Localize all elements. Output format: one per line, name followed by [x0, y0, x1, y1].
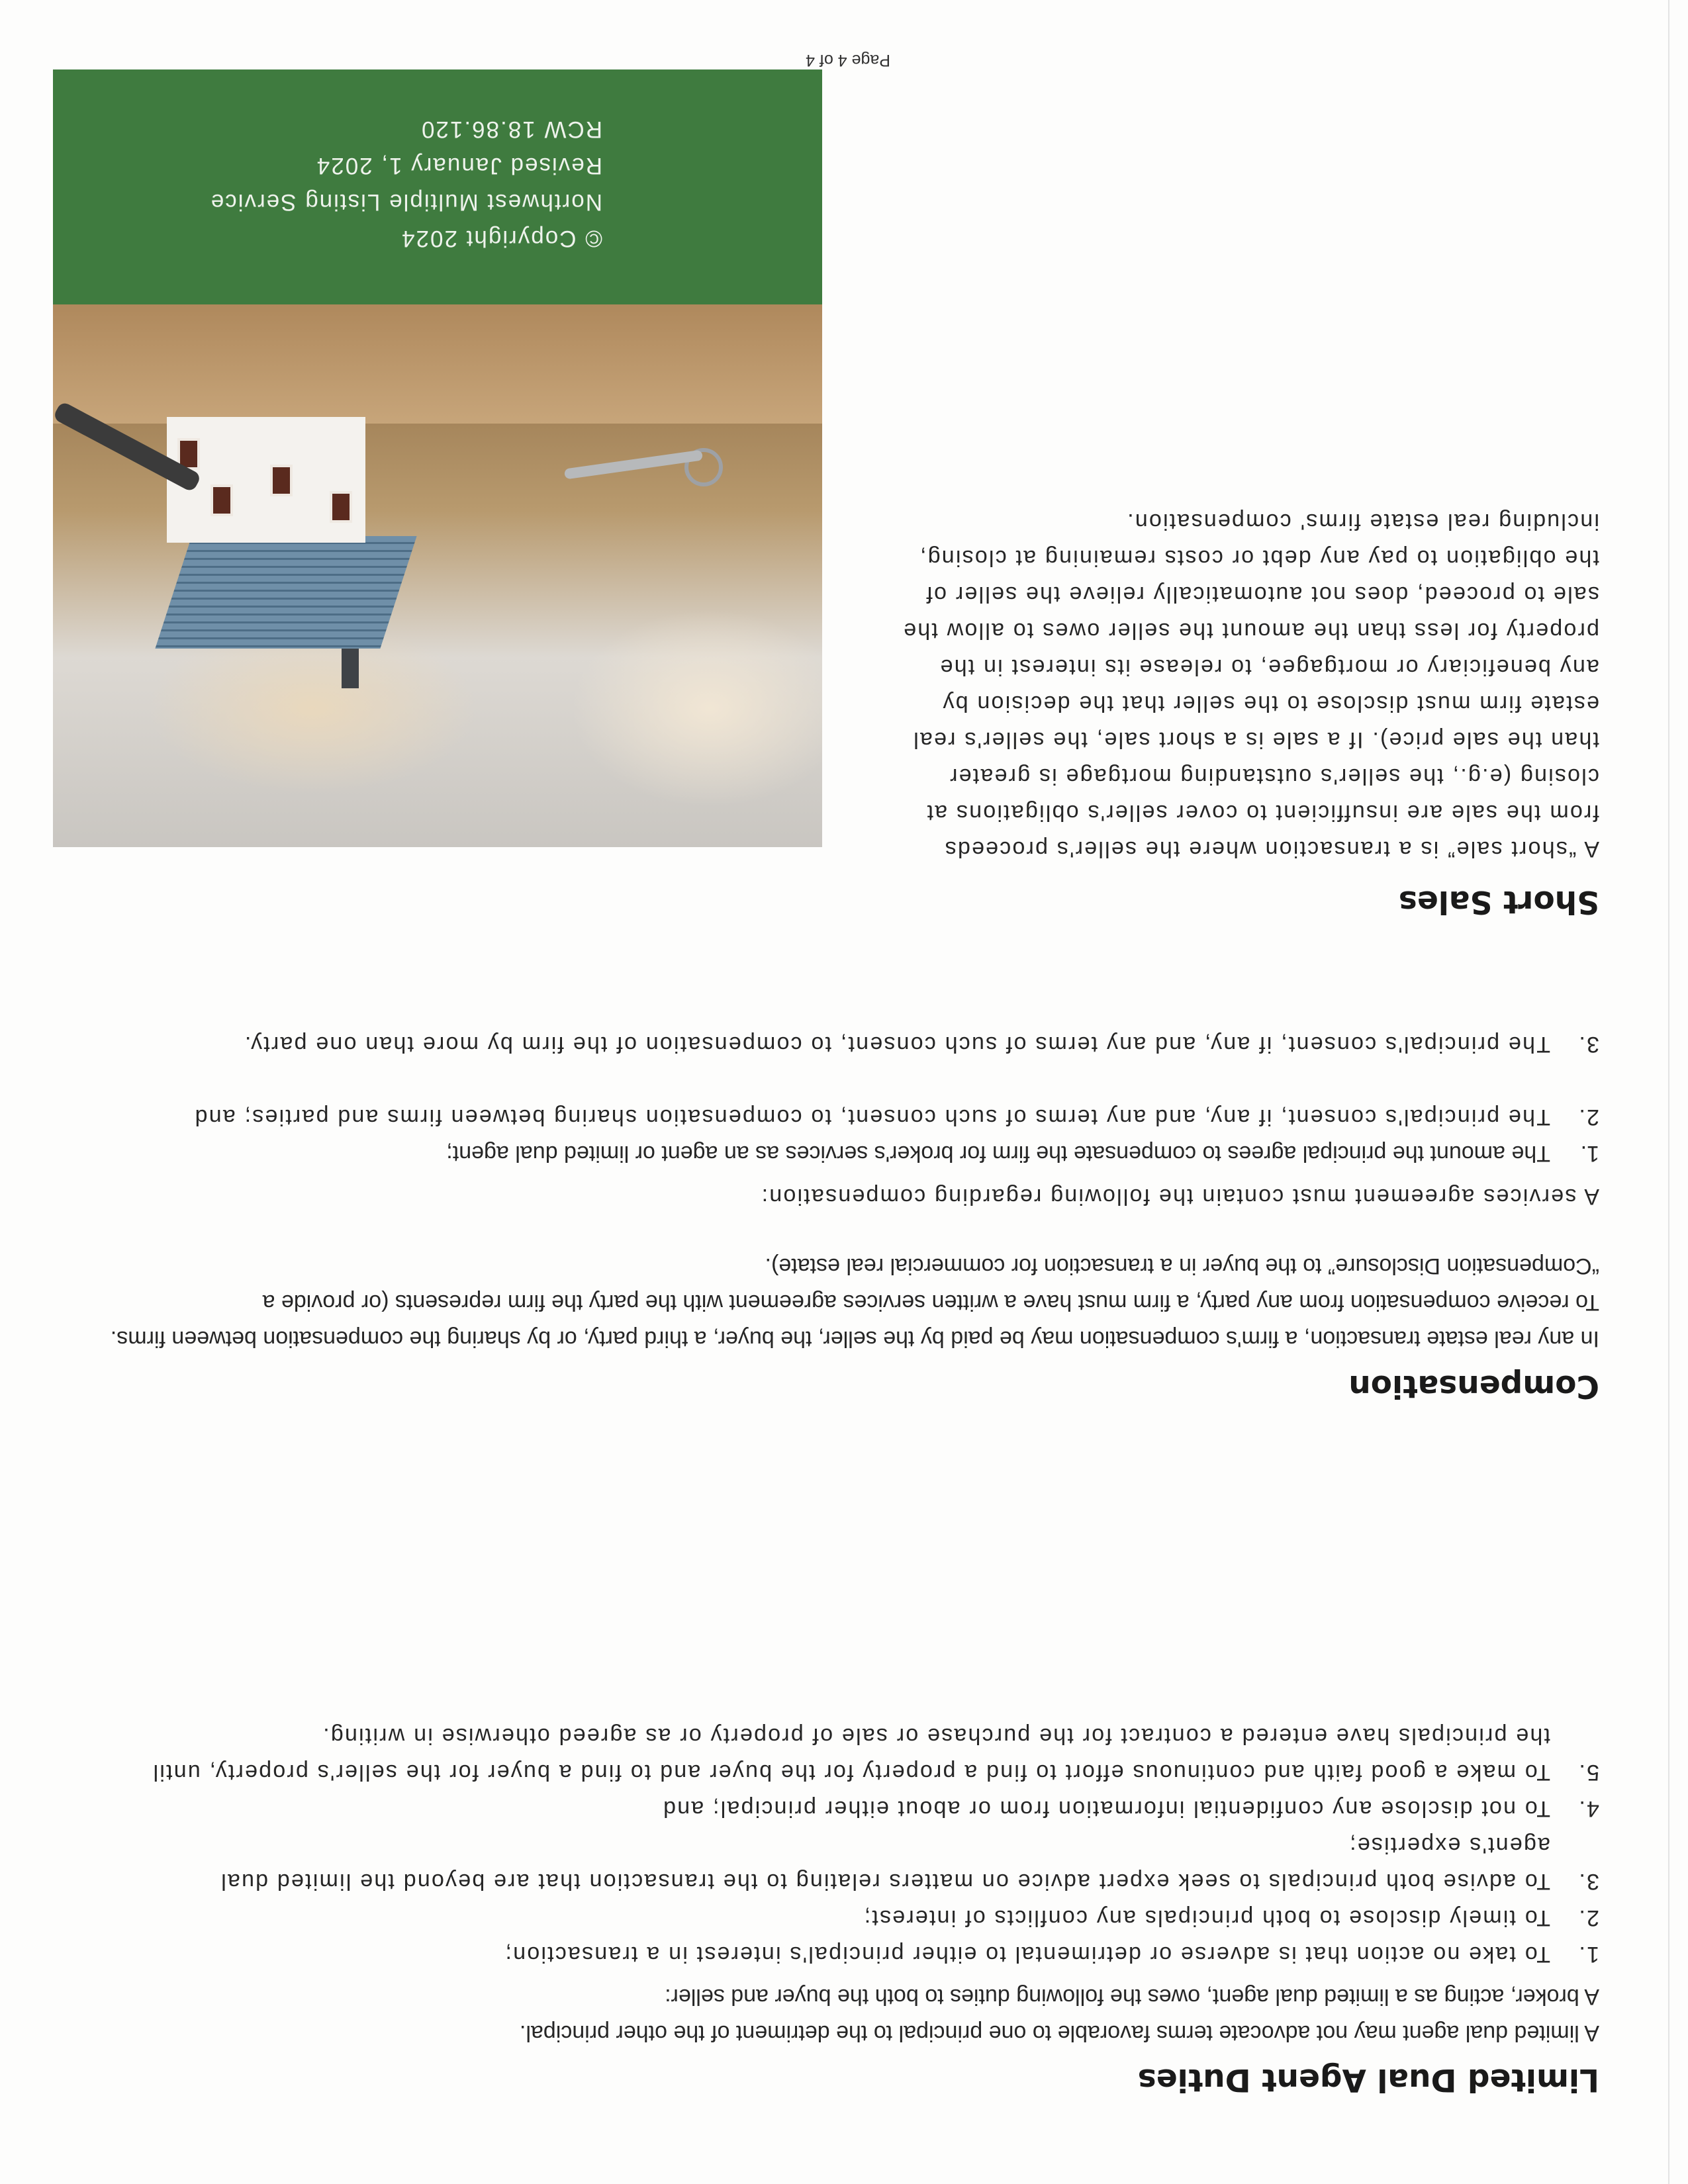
paragraph: A limited dual agent may not advocate terms favorable to one principal to the detriment of the other principal.: [519, 2021, 1599, 2046]
list-text: To advise both principals to seek expert advice on matters relating to the transaction that are beyond the limited dual agent's expertise;: [219, 1833, 1550, 1894]
paragraph: A broker, acting as a limited dual agent, owes the following duties to both the buyer and seller:: [665, 1984, 1599, 2009]
list-item: [143, 1681, 1599, 1790]
heading-limited-dual-agent: Limited Dual Agent Duties: [1137, 2062, 1599, 2098]
list-number: 5.: [1577, 1760, 1599, 1785]
heading-compensation: Compensation: [1348, 1368, 1599, 1404]
list-text: The amount the principal agrees to compensate the firm for broker's services as an agent or limited dual agent;: [446, 1141, 1550, 1166]
list-number: 1.: [1577, 1942, 1599, 1967]
list-text: To make a good faith and continuous effort to find a property for the buyer and to find a buyer for the seller's property, until the principals have entered a contract for the purchase or sale of property or as agreed otherwise in writing.: [152, 1723, 1550, 1785]
list-text: To not disclose any confidential information from or about either principal; and: [661, 1796, 1550, 1821]
list-number: 3.: [1577, 1869, 1599, 1894]
list-item: [130, 1062, 1599, 1135]
list-number: 4.: [1577, 1796, 1599, 1821]
paragraph: A services agreement must contain the following regarding compensation:: [760, 1184, 1599, 1209]
list-item: [143, 1936, 1599, 1972]
heading-short-sales: Short Sales: [1398, 884, 1599, 920]
list-number: 3.: [1577, 1032, 1599, 1057]
list-item: [143, 1827, 1599, 1899]
list-text: To timely disclose to both principals any conflicts of interest;: [863, 1905, 1550, 1931]
scan-edge: [1668, 0, 1669, 2184]
page-number: Page 4 of 4: [806, 51, 890, 69]
list-number: 2.: [1577, 1105, 1599, 1130]
list-text: To take no action that is adverse or detrimental to either principal's interest in a transaction;: [504, 1942, 1550, 1967]
list-text: The principal's consent, if any, and any terms of such consent, to compensation of the firm by more than one party.: [243, 1032, 1550, 1057]
list-item: [130, 989, 1599, 1062]
list-text: The principal's consent, if any, and any terms of such consent, to compensation sharing between firms and parties; and: [193, 1105, 1550, 1130]
list-item: [143, 1790, 1599, 1827]
copyright-org: Northwest Multiple Listing Service: [209, 189, 602, 215]
revision-date: Revised January 1, 2024: [315, 153, 602, 179]
paragraph: A “short sale” is a transaction where the seller's proceeds from the sale are insufficient to cover seller's obligations at closing (e.g., the seller's outstanding mortgage is greater than the sale price). If a sale is a short sale, the seller's real estate firm must disclose to the seller that the decision by any beneficiary or mortgagee, to release its interest in the property for less than the amount the seller owes to allow the sale to proceed, does not automatically relieve the seller of the obligation to pay any debt or costs remaining at closing, including real estate firms' compensation.: [902, 509, 1599, 862]
paragraph: In any real estate transaction, a firm's compensation may be paid by the seller, the buyer, a third party, or by sharing the compensation between firms. To receive compensation from any party, a firm must have a written services agreement with the party the firm represents (or provide a “Compensation Disclosure” to the buyer in a transaction for commercial real estate).: [110, 1253, 1599, 1351]
copyright-line: © Copyright 2024: [400, 226, 602, 251]
list-number: 2.: [1577, 1905, 1599, 1931]
green-band: [53, 69, 822, 304]
copyright-band: [53, 69, 822, 304]
list-item: [130, 1135, 1599, 1171]
list-number: 1.: [1580, 1141, 1599, 1166]
rcw-citation: RCW 18.86.120: [420, 116, 602, 142]
list-item: [143, 1899, 1599, 1936]
upside-down-house-photo: [53, 304, 822, 847]
